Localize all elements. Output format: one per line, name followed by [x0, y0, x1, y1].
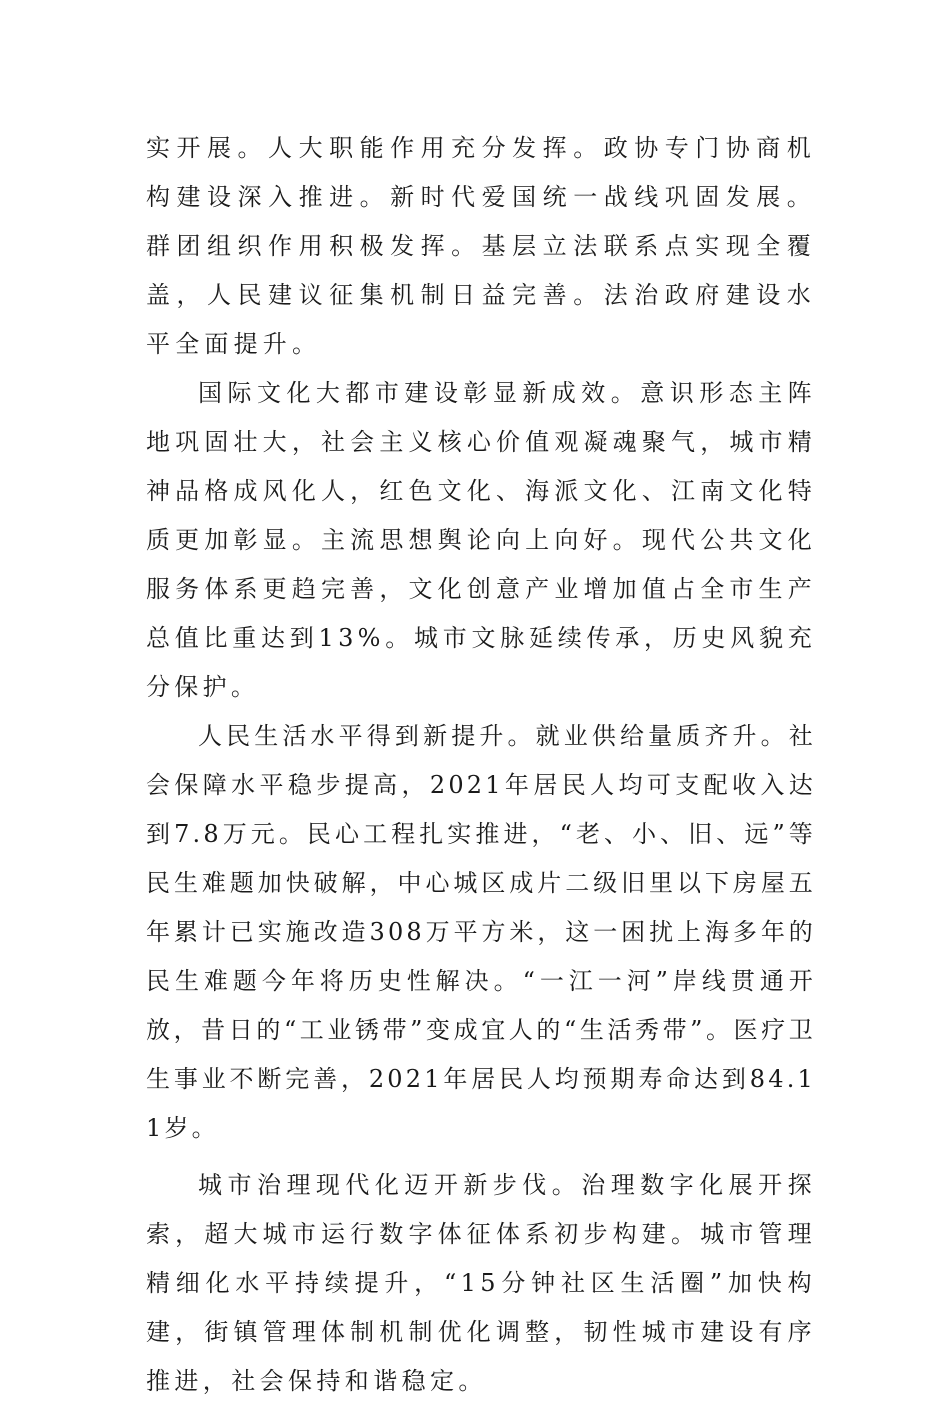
paragraph-continuation: 实开展。人大职能作用充分发挥。政协专门协商机构建设深入推进。新时代爱国统一战线巩固发展。群团组织作用积极发挥。基层立法联系点实现全覆盖，人民建议征集机制日益完善。法治政府建设水平全面提升。	[146, 134, 816, 358]
document-body	[146, 124, 816, 1406]
paragraph-livelihood: 人民生活水平得到新提升。就业供给量质齐升。社会保障水平稳步提高，2021年居民人均可支配收入达到7.8万元。民心工程扎实推进，“老、小、旧、远”等民生难题加快破解，中心城区成片二级旧里以下房屋五年累计已实施改造308万平方米，这一困扰上海多年的民生难题今年将历史性解决。“一江一河”岸线贯通开放，昔日的“工业锈带”变成宜人的“生活秀带”。医疗卫生事业不断完善，2021年居民人均预期寿命达到84.11岁。	[146, 722, 816, 1142]
paragraph-culture: 国际文化大都市建设彰显新成效。意识形态主阵地巩固壮大，社会主义核心价值观凝魂聚气，城市精神品格成风化人，红色文化、海派文化、江南文化特质更加彰显。主流思想舆论向上向好。现代公共文化服务体系更趋完善，文化创意产业增加值占全市生产总值比重达到13%。城市文脉延续传承，历史风貌充分保护。	[146, 379, 816, 701]
paragraph-governance: 城市治理现代化迈开新步伐。治理数字化展开探索，超大城市运行数字体征体系初步构建。城市管理精细化水平持续提升，“15分钟社区生活圈”加快构建，街镇管理体制机制优化调整，韧性城市建设有序推进，社会保持和谐稳定。	[146, 1171, 816, 1395]
